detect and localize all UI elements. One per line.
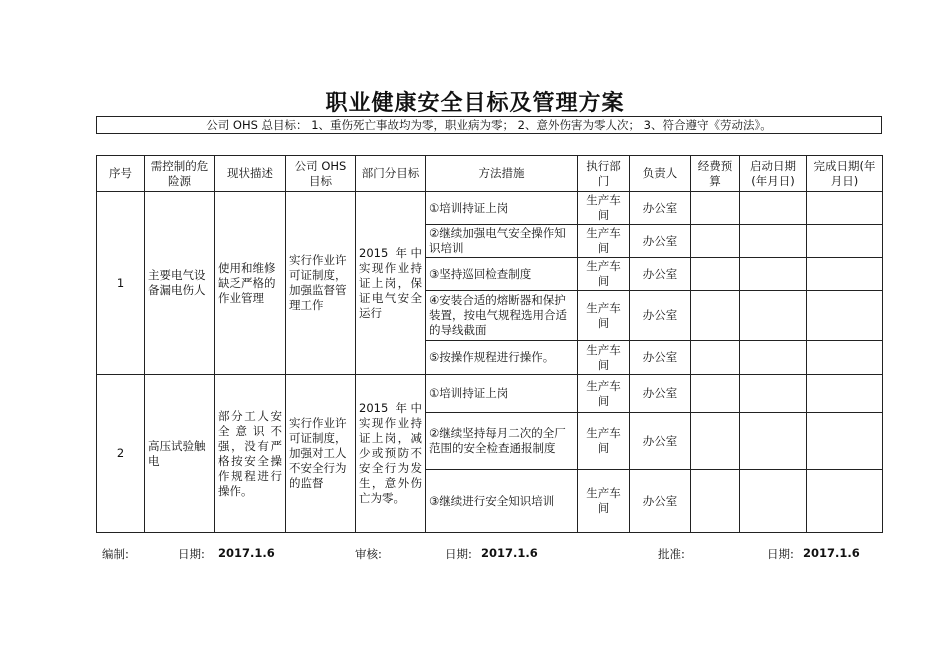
measure-cell: ②继续加强电气安全操作知识培训 xyxy=(426,225,578,258)
measure-cell: ①培训持证上岗 xyxy=(426,375,578,413)
measure-cell: ⑤按操作规程进行操作。 xyxy=(426,341,578,375)
owner-cell: 办公室 xyxy=(630,291,691,341)
budget-cell xyxy=(691,375,740,413)
seq-cell: 1 xyxy=(97,192,145,375)
budget-cell xyxy=(691,291,740,341)
start-date-cell xyxy=(740,413,807,470)
hazard-cell: 高压试验触电 xyxy=(145,375,215,533)
status-cell: 使用和维修缺乏严格的作业管理 xyxy=(215,192,286,375)
exec-dept-cell: 生产车间 xyxy=(578,258,630,291)
measure-cell: ③继续进行安全知识培训 xyxy=(426,470,578,533)
dept-goal-cell: 2015 年中实现作业持证上岗，保证电气安全运行 xyxy=(356,192,426,375)
header-status: 现状描述 xyxy=(215,156,286,192)
end-date-cell xyxy=(807,375,883,413)
end-date-cell xyxy=(807,192,883,225)
header-dept-goal: 部门分目标 xyxy=(356,156,426,192)
owner-cell: 办公室 xyxy=(630,413,691,470)
start-date-cell xyxy=(740,192,807,225)
header-measures: 方法措施 xyxy=(426,156,578,192)
ohs-goal-line: 公司 OHS 总目标： 1、重伤死亡事故均为零，职业病为零； 2、意外伤害为零人次； 3、符合遵守《劳动法》。 xyxy=(96,116,882,134)
exec-dept-cell: 生产车间 xyxy=(578,291,630,341)
approve-date-value: 2017.1.6 xyxy=(803,546,860,560)
dept-goal-cell: 2015 年中实现作业持证上岗，减少或预防不安全行为发生，意外伤亡为零。 xyxy=(356,375,426,533)
exec-dept-cell: 生产车间 xyxy=(578,225,630,258)
budget-cell xyxy=(691,225,740,258)
header-start-date: 启动日期(年月日) xyxy=(740,156,807,192)
compiled-date-label: 日期: xyxy=(178,547,205,561)
end-date-cell xyxy=(807,470,883,533)
end-date-cell xyxy=(807,341,883,375)
budget-cell xyxy=(691,192,740,225)
end-date-cell xyxy=(807,225,883,258)
measure-cell: ③坚持巡回检查制度 xyxy=(426,258,578,291)
start-date-cell xyxy=(740,258,807,291)
owner-cell: 办公室 xyxy=(630,258,691,291)
owner-cell: 办公室 xyxy=(630,470,691,533)
compiled-label: 编制: xyxy=(102,547,129,561)
ohs-goal-cell: 实行作业许可证制度，加强对工人不安全行为的监督 xyxy=(286,375,356,533)
measure-cell: ②继续坚持每月二次的全厂范围的安全检查通报制度 xyxy=(426,413,578,470)
start-date-cell xyxy=(740,375,807,413)
page-title: 职业健康安全目标及管理方案 xyxy=(325,91,625,116)
owner-cell: 办公室 xyxy=(630,192,691,225)
header-exec-dept: 执行部门 xyxy=(578,156,630,192)
header-hazard: 需控制的危险源 xyxy=(145,156,215,192)
owner-cell: 办公室 xyxy=(630,225,691,258)
budget-cell xyxy=(691,470,740,533)
approve-date-label: 日期: xyxy=(767,547,794,561)
compiled-date-value: 2017.1.6 xyxy=(218,546,275,560)
start-date-cell xyxy=(740,470,807,533)
header-seq: 序号 xyxy=(97,156,145,192)
measure-cell: ④安装合适的熔断器和保护装置，按电气规程选用合适的导线截面 xyxy=(426,291,578,341)
exec-dept-cell: 生产车间 xyxy=(578,192,630,225)
review-date-label: 日期: xyxy=(445,547,472,561)
exec-dept-cell: 生产车间 xyxy=(578,470,630,533)
owner-cell: 办公室 xyxy=(630,341,691,375)
header-owner: 负责人 xyxy=(630,156,691,192)
end-date-cell xyxy=(807,258,883,291)
review-label: 审核: xyxy=(355,547,382,561)
end-date-cell xyxy=(807,413,883,470)
start-date-cell xyxy=(740,291,807,341)
header-end-date: 完成日期(年月日) xyxy=(807,156,883,192)
review-date-value: 2017.1.6 xyxy=(481,546,538,560)
exec-dept-cell: 生产车间 xyxy=(578,341,630,375)
header-row xyxy=(97,156,883,192)
table-row xyxy=(97,375,883,413)
ohs-table xyxy=(96,155,883,533)
header-budget: 经费预算 xyxy=(691,156,740,192)
header-ohs-goal: 公司 OHS 目标 xyxy=(286,156,356,192)
end-date-cell xyxy=(807,291,883,341)
owner-cell: 办公室 xyxy=(630,375,691,413)
status-cell: 部分工人安全意识不强，没有严格按安全操作规程进行操作。 xyxy=(215,375,286,533)
budget-cell xyxy=(691,413,740,470)
budget-cell xyxy=(691,258,740,291)
budget-cell xyxy=(691,341,740,375)
measure-cell: ①培训持证上岗 xyxy=(426,192,578,225)
signature-footer xyxy=(0,546,950,562)
approve-label: 批准: xyxy=(658,547,685,561)
exec-dept-cell: 生产车间 xyxy=(578,375,630,413)
ohs-goal-cell: 实行作业许可证制度，加强监督管理工作 xyxy=(286,192,356,375)
start-date-cell xyxy=(740,225,807,258)
exec-dept-cell: 生产车间 xyxy=(578,413,630,470)
hazard-cell: 主要电气设备漏电伤人 xyxy=(145,192,215,375)
table-row xyxy=(97,192,883,225)
seq-cell: 2 xyxy=(97,375,145,533)
start-date-cell xyxy=(740,341,807,375)
